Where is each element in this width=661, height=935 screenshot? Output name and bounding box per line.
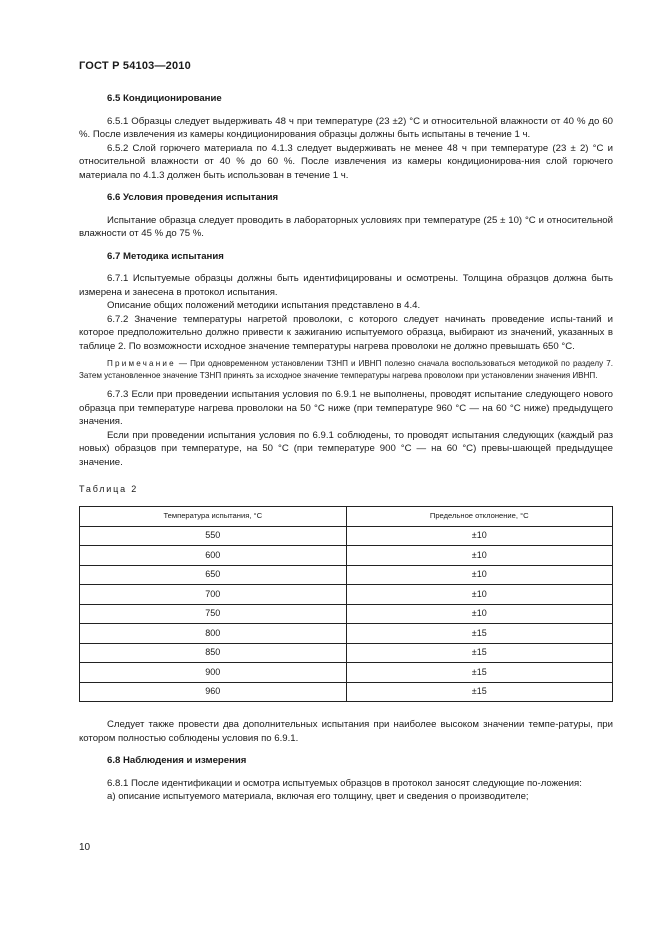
column-header-deviation: Предельное отклонение, °C bbox=[346, 506, 613, 526]
document-header: ГОСТ Р 54103—2010 bbox=[79, 60, 191, 72]
section-6-5-heading: 6.5 Кондиционирование bbox=[107, 93, 222, 104]
section-6-8-heading: 6.8 Наблюдения и измерения bbox=[107, 755, 247, 766]
temperature-table bbox=[79, 506, 613, 703]
paragraph-6-6: Испытание образца следует проводить в лабораторных условиях при температуре (25 ± 10) °C и относительной влажности от 45 % до 75 %. bbox=[79, 214, 613, 239]
page-content bbox=[79, 92, 613, 804]
table-caption: Таблица 2 bbox=[79, 484, 138, 494]
table-cell: ±15 bbox=[346, 643, 613, 663]
table-cell: ±10 bbox=[346, 565, 613, 585]
table-row bbox=[80, 565, 613, 585]
paragraph-6-7-3-cont: Если при проведении испытания условия по 6.9.1 соблюдены, то проводят испытания следующих (каждый раз новых) образцов при температуре, на 50 °C (при температуре 900 °C — на 60 °C) превы-шающей предыдущее значение. bbox=[79, 429, 613, 468]
table-cell: ±10 bbox=[346, 585, 613, 605]
table-cell: ±15 bbox=[346, 682, 613, 702]
list-item-a: а) описание испытуемого материала, включая его толщину, цвет и сведения о производителе; bbox=[107, 791, 529, 802]
table-cell: ±10 bbox=[346, 546, 613, 566]
table-row bbox=[80, 604, 613, 624]
table-cell: ±10 bbox=[346, 604, 613, 624]
paragraph-6-8-1: 6.8.1 После идентификации и осмотра испытуемых образцов в протокол заносят следующие по-ложения: bbox=[107, 777, 582, 789]
table-cell: 700 bbox=[80, 585, 347, 605]
table-cell: 960 bbox=[80, 682, 347, 702]
table-cell: 550 bbox=[80, 526, 347, 546]
table-row bbox=[80, 682, 613, 702]
paragraph-6-5-2: 6.5.2 Слой горючего материала по 4.1.3 следует выдерживать не менее 48 ч при температуре (23 ± 2) °C и относительной влажности от 40 % до 60 %. После извлечения из камеры кондиционирова-ния слой горючего материала по 4.1.3 должен быть использован в течение 1 ч. bbox=[79, 142, 613, 181]
note bbox=[79, 358, 613, 382]
paragraph-6-7-2: 6.7.2 Значение температуры нагретой проволоки, с которого следует начинать проведение испы-таний и которое предположительно должно привести к зажиганию испытуемого образца, выбирают из значений, указанных в таблице 2. По возможности исходное значение температуры нагрева проволоки не должно превышать 650 °C. bbox=[79, 313, 613, 352]
table-cell: 600 bbox=[80, 546, 347, 566]
table-cell: 850 bbox=[80, 643, 347, 663]
table-cell: 900 bbox=[80, 663, 347, 683]
paragraph-6-7-1: 6.7.1 Испытуемые образцы должны быть идентифицированы и осмотрены. Толщина образцов должна быть измерена и занесена в протокол испытания. bbox=[79, 273, 613, 298]
paragraph-6-5-1: 6.5.1 Образцы следует выдерживать 48 ч при температуре (23 ±2) °C и относительной влажности от 40 % до 60 %. После извлечения из камеры кондиционирования образцы должны быть испытаны в течение 1 ч. bbox=[79, 115, 613, 140]
section-6-7-heading: 6.7 Методика испытания bbox=[107, 250, 224, 262]
table-row bbox=[80, 643, 613, 663]
column-header-temperature: Температура испытания, °C bbox=[80, 506, 347, 526]
table-cell: ±15 bbox=[346, 624, 613, 644]
table-cell: 750 bbox=[80, 604, 347, 624]
table-row bbox=[80, 526, 613, 546]
table-row bbox=[80, 546, 613, 566]
paragraph-after-table: Следует также провести два дополнительных испытания при наиболее высоком значении темпе-ратуры, при котором полностью соблюдены условия по 6.9.1. bbox=[79, 719, 613, 744]
note-text: — При одновременном установлении ТЗНП и ИВНП полезно сначала воспользоваться методикой по разделу 7. Затем установленное значение ТЗНП принять за исходное значение температуры нагрева проволоки при установлении значения ИВНП. bbox=[79, 359, 613, 380]
table-cell: ±10 bbox=[346, 526, 613, 546]
table-cell: ±15 bbox=[346, 663, 613, 683]
table-cell: 800 bbox=[80, 624, 347, 644]
table-row bbox=[80, 585, 613, 605]
table-row bbox=[80, 624, 613, 644]
table-row bbox=[80, 663, 613, 683]
paragraph-6-7-3: 6.7.3 Если при проведении испытания условия по 6.9.1 не выполнены, проводят испытание следующего нового образца при температуре нагрева проволоки на 50 °C ниже (при температуре 960 °C — на 60 °C ниже) предыдущего значения. bbox=[79, 389, 613, 427]
page-number: 10 bbox=[79, 842, 91, 853]
table-cell: 650 bbox=[80, 565, 347, 585]
section-6-6-heading: 6.6 Условия проведения испытания bbox=[107, 192, 279, 203]
note-label: Примечание bbox=[107, 359, 176, 368]
paragraph-6-7-1-general: Описание общих положений методики испытания представлено в 4.4. bbox=[107, 300, 421, 311]
table-header-row bbox=[80, 506, 613, 526]
